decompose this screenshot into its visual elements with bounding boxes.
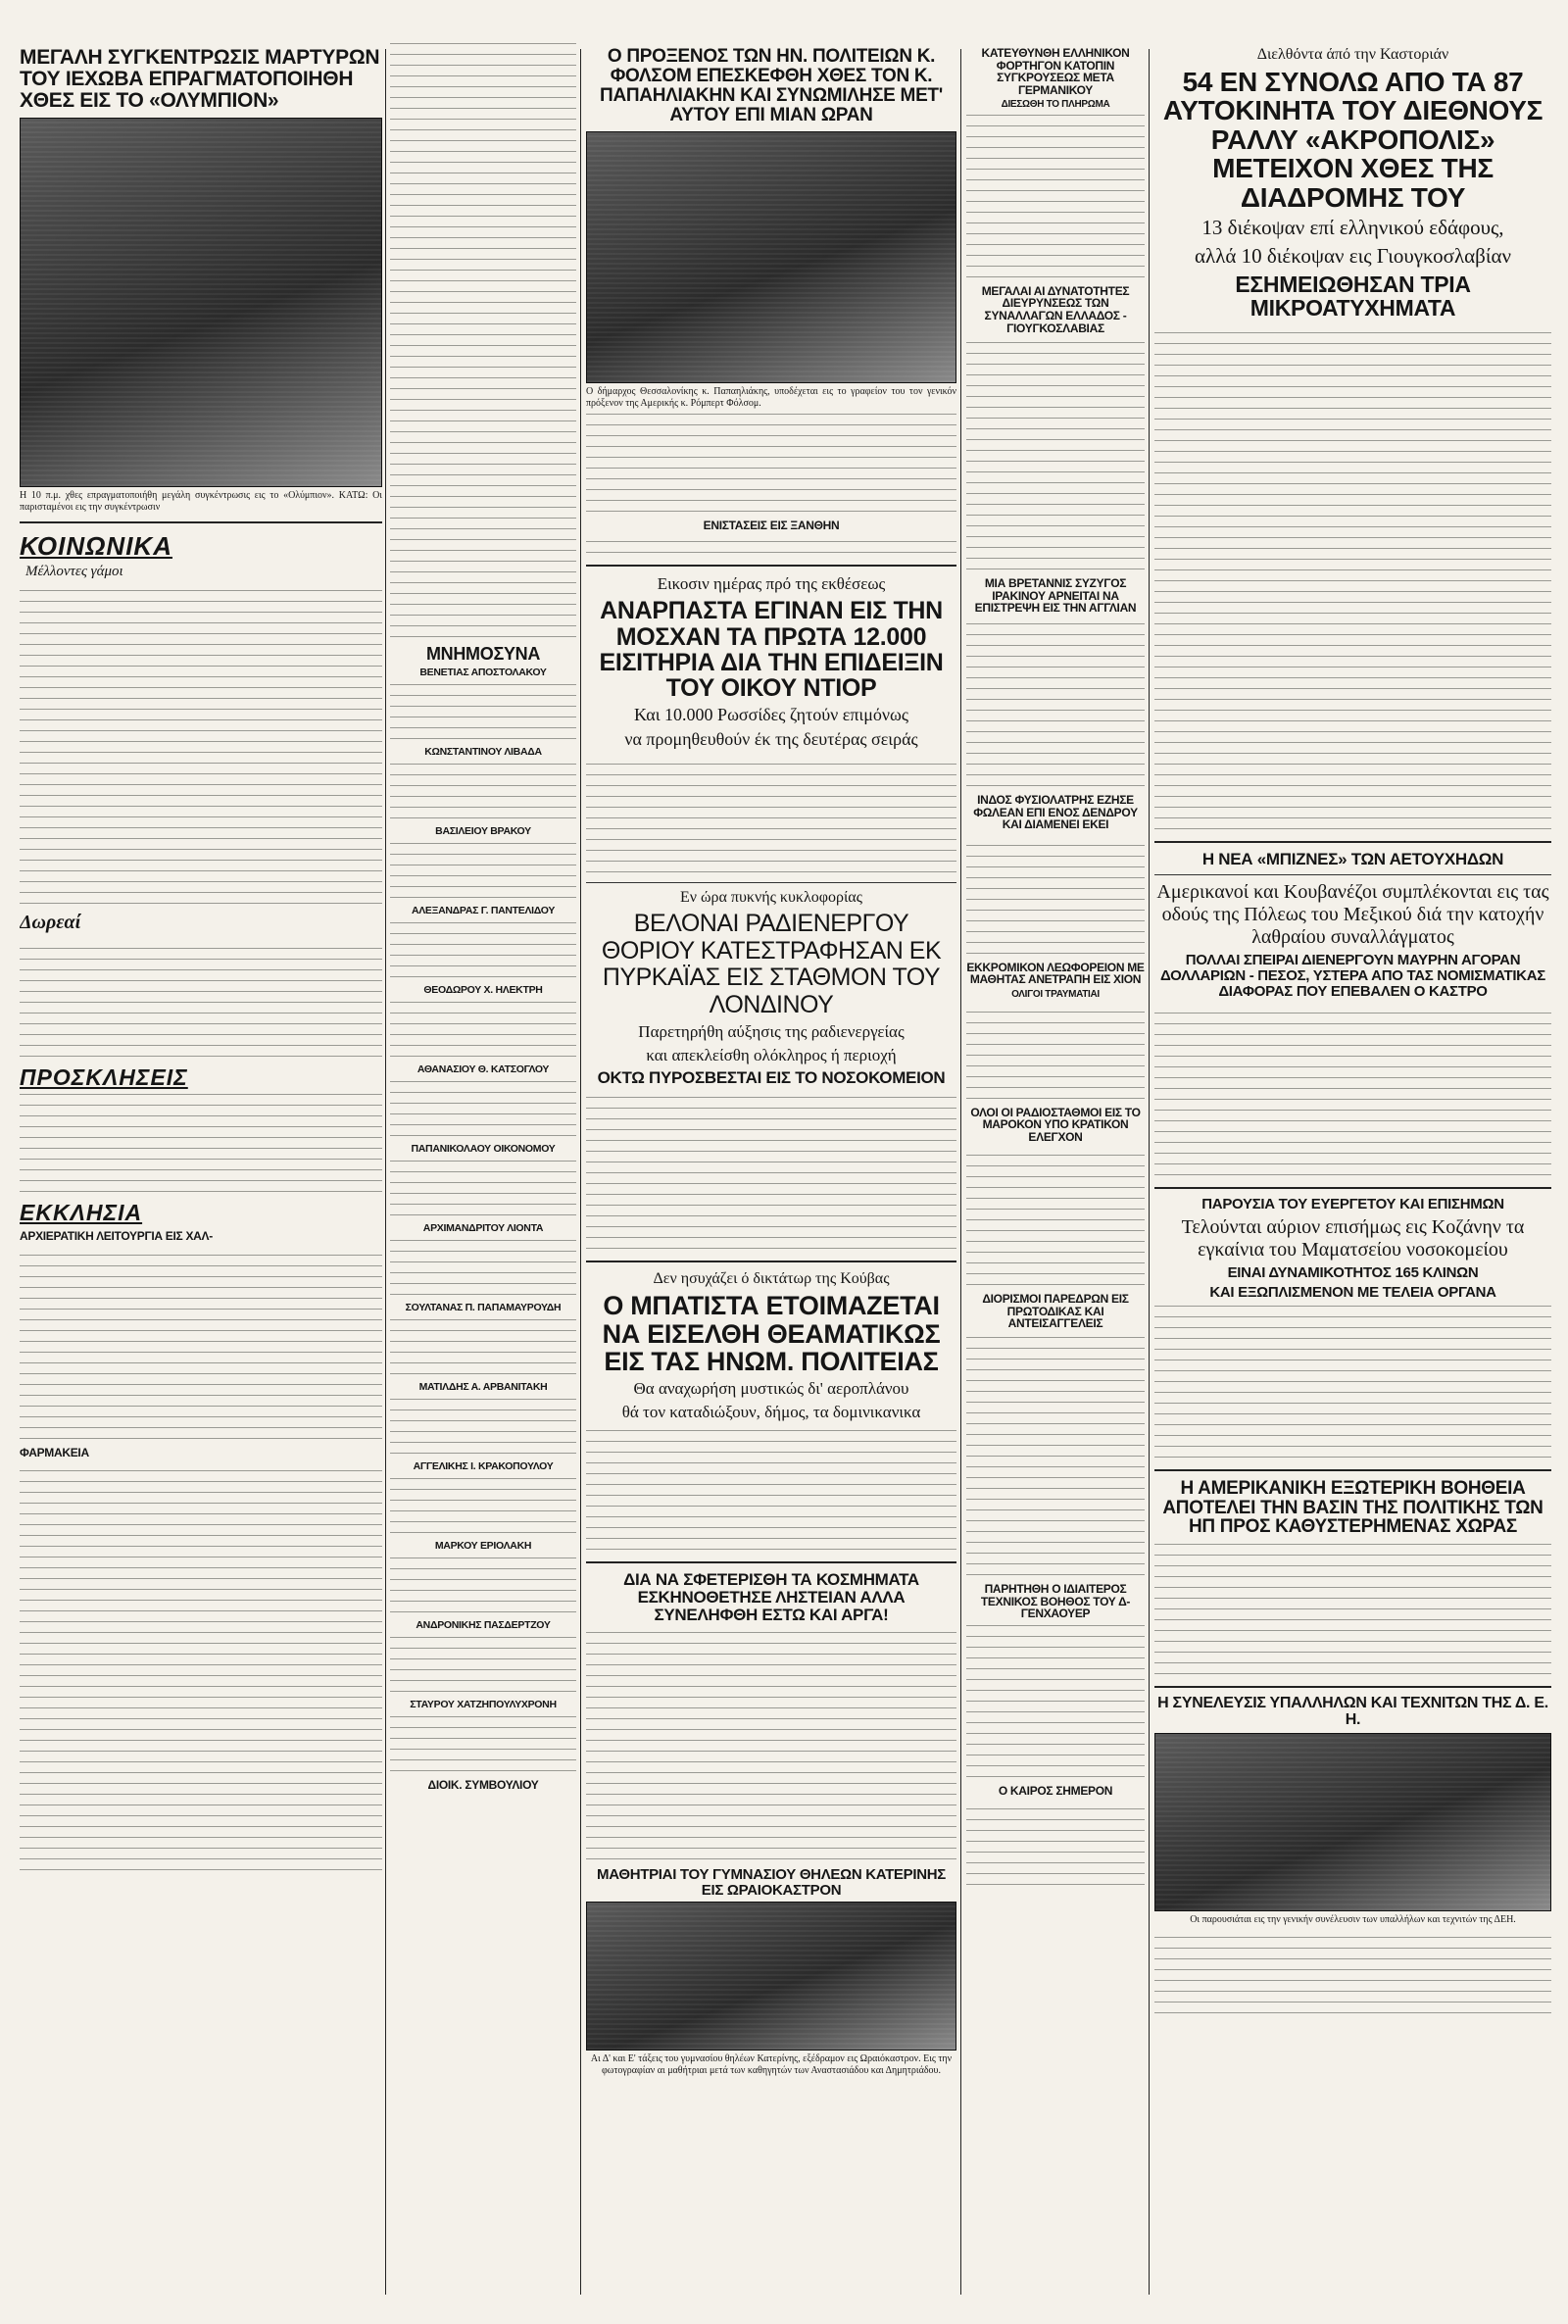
invitations-heading: ΠΡΟΣΚΛΗΣΕΙΣ	[20, 1064, 188, 1091]
dior-text-block	[586, 754, 956, 876]
consul-text-block	[586, 413, 956, 516]
appointments-headline: ΔΙΟΡΙΣΜΟΙ ΠΑΡΕΔΡΩΝ ΕΙΣ ΠΡΩΤΟΔΙΚΑΣ ΚΑΙ ΑΝΤΕΙΣΑΓΓΕΛΕΙΣ	[982, 1292, 1129, 1331]
morocco-headline: ΟΛΟΙ ΟΙ ΡΑΔΙΟΣΤΑΘΜΟΙ ΕΙΣ ΤΟ ΜΑΡΟΚΟΝ ΥΠΟ ΚΡΑΤΙΚΟΝ ΕΛΕΓΧΟΝ	[970, 1105, 1141, 1144]
dei-headline: Η ΣΥΝΕΛΕΥΣΙΣ ΥΠΑΛΛΗΛΩΝ ΚΑΙ ΤΕΧΝΙΤΩΝ ΤΗΣ Δ. Ε. Η.	[1157, 1695, 1548, 1729]
social-text-block	[20, 584, 382, 908]
column-rule	[960, 49, 961, 2295]
memorial-text	[390, 1079, 576, 1140]
bus-subheading: ΟΛΙΓΟΙ ΤΡΑΥΜΑΤΙΑΙ	[1011, 989, 1100, 1000]
eisenhower-headline: ΠΑΡΗΤΗΘΗ Ο ΙΔΙΑΙΤΕΡΟΣ ΤΕΧΝΙΚΟΣ ΒΟΗΘΟΣ ΤΟΥ Δ-ΓΕΝΧΑΟΥΕΡ	[980, 1582, 1131, 1621]
rally-headline: 54 ΕΝ ΣΥΝΟΛΩ ΑΠΟ ΤΑ 87 ΑΥΤΟΚΙΝΗΤΑ ΤΟΥ ΔΙΕΘΝΟΥΣ ΡΑΛΛΥ «ΑΚΡΟΠΟΛΙΣ» ΜΕΤΕΙΧΟΝ ΧΘΕΣ ΤΗΣ ΔΙΑΔΡΟΜΗΣ ΤΟΥ	[1162, 67, 1544, 213]
social-heading: ΚΟΙΝΩΝΙΚΑ	[20, 531, 172, 562]
jewels-text-block	[586, 1628, 956, 1863]
column-rule	[385, 49, 386, 2295]
thorium-text-block	[586, 1091, 956, 1253]
memorial-name: ΒΕΝΕΤΙΑΣ ΑΠΟΣΤΟΛΑΚΟΥ	[419, 666, 547, 678]
gifts-heading: Δωρεαί	[20, 912, 81, 934]
students-headline: ΜΑΘΗΤΡΙΑΙ ΤΟΥ ΓΥΜΝΑΣΙΟΥ ΘΗΛΕΩΝ ΚΑΤΕΡΙΝΗΣ ΕΙΣ ΩΡΑΙΟΚΑΣΤΡΟΝ	[597, 1865, 946, 1899]
memorial-name: ΣΟΥΛΤΑΝΑΣ Π. ΠΑΠΑΜΑΥΡΟΥΔΗ	[405, 1302, 562, 1314]
bus-headline: ΕΚΚΡΟΜΙΚΟΝ ΛΕΩΦΟΡΕΙΟΝ ΜΕ ΜΑΘΗΤΑΣ ΑΝΕΤΡΑΠΗ ΕΙΣ ΧΙΟΝ	[966, 960, 1145, 987]
memorial-text	[390, 762, 576, 822]
memorial-text	[390, 1397, 576, 1458]
column-rule	[580, 49, 581, 2295]
memorial-name: ΘΕΟΔΩΡΟΥ Χ. ΗΛΕΚΤΡΗ	[423, 983, 543, 996]
students-caption: Αι Δ' και Ε' τάξεις του γυμνασίου θηλέων Κατερίνης, εξέδραμον εις Ωραιόκαστρον. Εις την φωτογραφίαν αι μαθήτριαι μετά των καθηγητών των Αναστασιάδου και Δημητριάδου.	[590, 2053, 953, 2077]
rally-text-block	[1154, 323, 1551, 833]
memorial-name: ΜΑΤΙΛΔΗΣ Α. ΑΡΒΑΝΙΤΑΚΗ	[418, 1381, 548, 1394]
column-5	[966, 43, 1145, 2304]
memorial-name: ΑΘΑΝΑΣΙΟΥ Θ. ΚΑΤΣΟΓΛΟΥ	[416, 1063, 550, 1075]
us-aid-headline: Η ΑΜΕΡΙΚΑΝΙΚΗ ΕΞΩΤΕΡΙΚΗ ΒΟΗΘΕΙΑ ΑΠΟΤΕΛΕΙ ΤΗΝ ΒΑΣΙΝ ΤΗΣ ΠΟΛΙΤΙΚΗΣ ΤΩΝ ΗΠ ΠΡΟΣ ΚΑΘΥΣΤΕΡΗΜΕΝΑΣ ΧΩΡΑΣ	[1162, 1477, 1544, 1538]
memorial-text	[390, 1000, 576, 1061]
social-subheading: Μέλλοντες γάμοι	[25, 564, 123, 580]
hospital-headline: ΟΚΤΩ ΠΥΡΟΣΒΕΣΤΑΙ ΕΙΣ ΤΟ ΝΟΣΟΚΟΜΕΙΟΝ	[597, 1068, 946, 1088]
church-subheading: ΑΡΧΙΕΡΑΤΙΚΗ ΛΕΙΤΟΥΡΓΙΑ ΕΙΣ ΧΑΛ-	[20, 1229, 213, 1244]
hospital-text-block	[1154, 1305, 1551, 1461]
invitations-text-block	[20, 1093, 382, 1196]
memorial-name: ΣΤΑΥΡΟΥ ΧΑΤΖΗΠΟΥΛΥΧΡΟΝΗ	[410, 1699, 557, 1711]
beds-headline: ΕΙΝΑΙ ΔΥΝΑΜΙΚΟΤΗΤΟΣ 165 ΚΛΙΝΩΝ	[1227, 1264, 1479, 1282]
indian-headline: ΙΝΔΟΣ ΦΥΣΙΟΛΑΤΡΗΣ ΕΖΗΣΕ ΦΩΛΕΑΝ ΕΠΙ ΕΝΟΣ ΔΕΝΔΡΟΥ ΚΑΙ ΔΙΑΜΕΝΕΙ ΕΚΕΙ	[973, 793, 1138, 832]
memorial-text	[390, 682, 576, 743]
memorials-heading: ΜΝΗΜΟΣΥΝΑ	[425, 644, 541, 664]
thorium-subheading-2: και απεκλείσθη ολόκληρος ή περιοχή	[646, 1046, 897, 1065]
memorial-text	[390, 1714, 576, 1775]
business-band: Η ΝΕΑ «ΜΠΙΖΝΕΣ» ΤΩΝ ΑΕΤΟΥΧΗΔΩΝ	[1201, 850, 1504, 869]
mexico-subheading: Αμερικανοί και Κουβανέζοι συμπλέκονται εις τας οδούς της Πόλεως του Μεξικού διά την κατοχήν λαθραίου συναλλάγματος	[1156, 881, 1549, 949]
dior-subheading-1: Και 10.000 Ρωσσίδες ζητούν επιμόνως	[633, 705, 909, 725]
us-aid-text-block	[1154, 1541, 1551, 1678]
mexico-headline: ΠΟΛΛΑΙ ΣΠΕΙΡΑΙ ΔΙΕΝΕΡΓΟΥΝ ΜΑΥΡΗΝ ΑΓΟΡΑΝ ΔΟΛΛΑΡΙΩΝ - ΠΕΣΟΣ, ΥΣΤΕΡΑ ΑΠΟ ΤΑΣ ΝΟΜΙΣΜΑΤΙΚΑΣ ΔΙΑΦΟΡΑΣ ΠΟΥ ΕΠΕΒΑΛΕΝ Ο ΚΑΣΤΡΟ	[1160, 952, 1545, 1000]
thorium-headline: ΒΕΛΟΝΑΙ ΡΑΔΙΕΝΕΡΓΟΥ ΘΟΡΙΟΥ ΚΑΤΕΣΤΡΑΦΗΣΑΝ ΕΚ ΠΥΡΚΑΪΑΣ ΕΙΣ ΣΤΑΘΜΟΝ ΤΟΥ ΛΟΝΔΙΝΟΥ	[601, 910, 942, 1018]
equipment-headline: ΚΑΙ ΕΞΩΠΛΙΣΜΕΝΟΝ ΜΕ ΤΕΛΕΙΑ ΟΡΓΑΝΑ	[1209, 1283, 1496, 1301]
rally-photo	[20, 118, 382, 487]
memorial-name: ΑΝΔΡΟΝΙΚΗΣ ΠΑΣΔΕΡΤΖΟΥ	[416, 1619, 551, 1632]
memorial-name: ΜΑΡΚΟΥ ΕΡΙΟΛΑΚΗ	[434, 1540, 532, 1553]
memorial-name: ΑΓΓΕΛΙΚΗΣ Ι. ΚΡΑΚΟΠΟΥΛΟΥ	[413, 1460, 554, 1473]
pharmacies-text-block	[20, 1462, 382, 1874]
batista-text-block	[586, 1426, 956, 1554]
memorials-list	[390, 668, 576, 1792]
main-headline: ΜΕΓΑΛΗ ΣΥΓΚΕΝΤΡΩΣΙΣ ΜΑΡΤΥΡΩΝ ΤΟΥ ΙΕΧΩΒΑ ΕΠΡΑΓΜΑΤΟΠΟΙΗΘΗ ΧΘΕΣ ΕΙΣ ΤΟ «ΟΛΥΜΠΙΟΝ»	[20, 46, 380, 113]
benefactor-band: ΠΑΡΟΥΣΙΑ ΤΟΥ ΕΥΕΡΓΕΤΟΥ ΚΑΙ ΕΠΙΣΗΜΩΝ	[1201, 1196, 1504, 1213]
photo-caption: Η 10 π.μ. χθες επραγματοποιήθη μεγάλη συγκέντρωσις εις το «Ολύμπιον». KATΩ: Οι παρισταμένοι εις την συγκέντρωσιν	[20, 490, 382, 514]
dei-text-block	[1154, 1929, 1551, 2017]
dior-subheading-2: να προμηθευθούν έκ της δευτέρας σειράς	[624, 729, 918, 750]
column-2	[390, 43, 576, 2304]
memorial-text	[390, 1317, 576, 1378]
british-wife-headline: ΜΙΑ ΒΡΕΤΑΝΝΙΣ ΣΥΖΥΓΟΣ ΙΡΑΚΙΝΟΥ ΑΡΝΕΙΤΑΙ ΝΑ ΕΠΙΣΤΡΕΨΗ ΕΙΣ ΤΗΝ ΑΓΓΛΙΑΝ	[974, 576, 1137, 616]
gifts-text-block	[20, 938, 382, 1061]
memorial-text	[390, 1159, 576, 1219]
jewels-headline: ΔΙΑ ΝΑ ΣΦΕΤΕΡΙΣΘΗ ΤΑ ΚΟΣΜΗΜΑΤΑ ΕΣΚΗΝΟΘΕΤΗΣΕ ΛΗΣΤΕΙΑΝ ΑΛΛΑ ΣΥΝΕΛΗΦΘΗ ΕΣΤΩ ΚΑΙ ΑΡΓΑ!	[623, 1570, 919, 1624]
memorial-text	[390, 1635, 576, 1696]
batista-subheading-2: θά τον καταδιώξουν, δήμος, τα δομινικανικα	[621, 1403, 921, 1422]
xanthi-heading: ΕΝΙΣΤΑΣΕΙΣ ΕΙΣ ΞΑΝΘΗΝ	[703, 518, 840, 532]
column-1	[20, 43, 382, 2304]
church-text-block	[20, 1247, 382, 1443]
memorial-text	[390, 920, 576, 981]
batista-headline: Ο ΜΠΑΤΙΣΤΑ ΕΤΟΙΜΑΖΕΤΑΙ ΝΑ ΕΙΣΕΛΘΗ ΘΕΑΜΑΤΙΚΩΣ ΕΙΣ ΤΑΣ ΗΝΩΜ. ΠΟΛΙΤΕΙΑΣ	[602, 1291, 941, 1376]
batista-kicker: Δεν ησυχάζει ό δικτάτωρ της Κούβας	[653, 1270, 890, 1288]
memorial-name: ΠΑΠΑΝΙΚΟΛΑΟΥ ΟΙΚΟΝΟΜΟΥ	[411, 1142, 556, 1155]
memorial-text	[390, 1238, 576, 1299]
rally-accidents-headline: ΕΣΗΜΕΙΩΘΗΣΑΝ ΤΡΙΑ ΜΙΚΡΟΑΤΥΧΗΜΑΤΑ	[1235, 271, 1471, 321]
memorial-text	[390, 841, 576, 902]
consul-photo	[586, 131, 956, 383]
rally-kicker: Διελθόντα άπό την Καστοριάν	[1256, 46, 1449, 63]
column-2-top-text	[390, 43, 576, 641]
thorium-subheading-1: Παρετηρήθη αύξησις της ραδιενεργείας	[638, 1022, 905, 1042]
column-rule	[1149, 49, 1150, 2295]
ship-headline: ΚΑΤΕΥΘΥΝΘΗ ΕΛΛΗΝΙΚΟΝ ΦΟΡΤΗΓΟΝ ΚΑΤΟΠΙΝ ΣΥΓΚΡΟΥΣΕΩΣ ΜΕΤΑ ΓΕΡΜΑΝΙΚΟΥ	[981, 46, 1130, 97]
students-photo	[586, 1902, 956, 2051]
pharmacies-heading: ΦΑΡΜΑΚΕΙΑ	[20, 1445, 89, 1459]
dei-caption: Οι παρουσιάται εις την γενικήν συνέλευσιν των υπαλλήλων και τεχνιτών της ΔΕΗ.	[1190, 1913, 1516, 1925]
mexico-text-block	[1154, 1003, 1551, 1179]
memorial-text	[390, 1556, 576, 1616]
memorial-text	[390, 1476, 576, 1537]
rally-subheading-1: 13 διέκοψαν επί ελληνικού εδάφους,	[1201, 215, 1504, 239]
consul-photo-caption: Ο δήμαρχος Θεσσαλονίκης κ. Παπαηλιάκης, υποδέχεται εις το γραφείον του τον γενικόν πρόξενον της Αμερικής κ. Ρόμπερτ Φόλσομ.	[586, 385, 956, 409]
memorial-name: ΒΑΣΙΛΕΙΟΥ ΒΡΑΚΟΥ	[435, 824, 531, 837]
weather-headline: Ο ΚΑΙΡΟΣ ΣΗΜΕΡΟΝ	[998, 1783, 1113, 1798]
memorial-name: ΑΛΕΞΑΝΔΡΑΣ Γ. ΠΑΝΤΕΛΙΔΟΥ	[411, 904, 556, 916]
dior-headline: ΑΝΑΡΠΑΣΤΑ ΕΓΙΝΑΝ ΕΙΣ ΤΗΝ ΜΟΣΧΑΝ ΤΑ ΠΡΩΤΑ 12.000 ΕΙΣΙΤΗΡΙΑ ΔΙΑ ΤΗΝ ΕΠΙΔΕΙΞΙΝ ΤΟΥ ΟΙΚΟΥ ΝΤΙΟΡ	[599, 597, 944, 703]
consul-headline: Ο ΠΡΟΞΕΝΟΣ ΤΩΝ ΗΝ. ΠΟΛΙΤΕΙΩΝ Κ. ΦΟΛΣΟΜ ΕΠΕΣΚΕΦΘΗ ΧΘΕΣ ΤΟΝ Κ. ΠΑΠΑΗΛΙΑΚΗΝ ΚΑΙ ΣΥΝΩΜΙΛΗΣΕ ΜΕΤ' ΑΥΤΟΥ ΕΠΙ ΜΙΑΝ ΩΡΑΝ	[600, 46, 943, 125]
dei-photo	[1154, 1733, 1551, 1911]
memorial-footer: ΔΙΟΙΚ. ΣΥΜΒΟΥΛΙΟΥ	[427, 1778, 539, 1793]
yugoslavia-headline: ΜΕΓΑΛΑΙ ΑΙ ΔΥΝΑΤΟΤΗΤΕΣ ΔΙΕΥΡΥΝΣΕΩΣ ΤΩΝ ΣΥΝΑΛΛΑΓΩΝ ΕΛΛΑΔΟΣ - ΓΙΟΥΓΚΟΣΛΑΒΙΑΣ	[981, 283, 1130, 335]
ship-subheading: ΔΙΕΣΩΘΗ ΤΟ ΠΛΗΡΩΜΑ	[1001, 99, 1110, 111]
hospital-subheading: Τελούνται αύριον επισήμως εις Κοζάνην τα εγκαίνια του Μαματσείου νοσοκομείου	[1181, 1216, 1525, 1261]
batista-subheading-1: Θα αναχωρήση μυστικώς δι' αεροπλάνου	[633, 1379, 909, 1399]
church-heading: ΕΚΚΛΗΣΙΑ	[20, 1200, 143, 1226]
column-4	[586, 43, 956, 2304]
memorial-name: ΚΩΝΣΤΑΝΤΙΝΟΥ ΛΙΒΑΔΑ	[424, 745, 542, 758]
thorium-kicker: Εν ώρα πυκνής κυκλοφορίας	[680, 889, 862, 907]
dior-kicker: Εικοσιν ημέρας πρό της εκθέσεως	[657, 574, 886, 594]
memorial-name: ΑΡΧΙΜΑΝΔΡΙΤΟΥ ΛΙΟΝΤΑ	[422, 1222, 544, 1234]
rally-subheading-2: αλλά 10 διέκοψαν εις Γιουγκοσλαβίαν	[1195, 243, 1511, 268]
column-6	[1154, 43, 1551, 2304]
